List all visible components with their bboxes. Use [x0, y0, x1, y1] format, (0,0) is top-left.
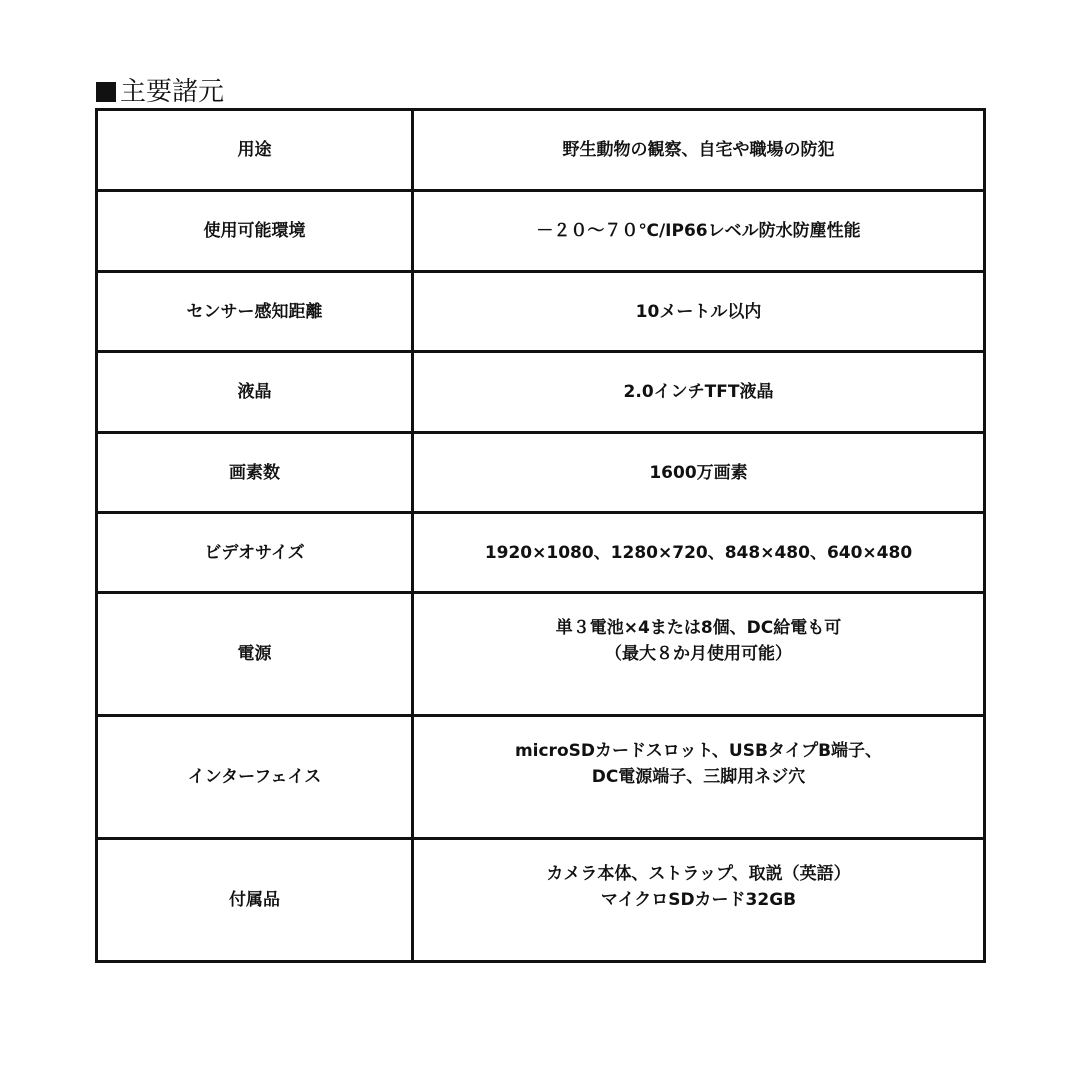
- table-row: [97, 839, 985, 962]
- spec-value-line: 野生動物の観察、自宅や職場の防犯: [562, 140, 835, 160]
- spec-label: センサー感知距離: [97, 272, 413, 352]
- table-row: [97, 433, 985, 513]
- spec-value: [413, 513, 985, 593]
- section-heading: [96, 76, 224, 108]
- spec-value: [413, 191, 985, 272]
- spec-value: [413, 110, 985, 191]
- spec-label: 電源: [97, 593, 413, 716]
- spec-value-line: カメラ本体、ストラップ、取説（英語）: [546, 864, 851, 884]
- spec-value-line: 2.0インチTFT液晶: [623, 382, 774, 402]
- spec-value: [413, 433, 985, 513]
- spec-value: [413, 272, 985, 352]
- spec-label: 液晶: [97, 352, 413, 433]
- spec-value: [413, 839, 985, 962]
- table-row: [97, 513, 985, 593]
- spec-value-line: 10メートル以内: [635, 301, 762, 322]
- spec-value: [413, 352, 985, 433]
- section-title: 主要諸元: [120, 77, 225, 107]
- spec-value-line: DC電源端子、三脚用ネジ穴: [591, 767, 806, 787]
- spec-label: インターフェイス: [97, 716, 413, 839]
- spec-value-line: 1920×1080、1280×720、848×480、640×480: [484, 542, 913, 563]
- spec-label: 使用可能環境: [97, 191, 413, 272]
- spec-value-line: 1600万画素: [649, 462, 748, 483]
- table-row: [97, 272, 985, 352]
- spacer: [414, 790, 983, 816]
- spacer: [414, 913, 983, 939]
- spec-value-line: microSDカードスロット、USBタイプB端子、: [514, 741, 883, 761]
- spec-table: [95, 108, 986, 963]
- square-bullet-icon: [96, 82, 116, 102]
- spec-label: 付属品: [97, 839, 413, 962]
- spec-value-line: 単３電池×4または8個、DC給電も可: [555, 618, 842, 638]
- spec-value: [413, 716, 985, 839]
- spec-label: 画素数: [97, 433, 413, 513]
- spec-value-line: （最大８か月使用可能）: [605, 644, 792, 664]
- table-row: [97, 716, 985, 839]
- table-row: [97, 191, 985, 272]
- spec-label: ビデオサイズ: [97, 513, 413, 593]
- spec-value-line: マイクロSDカード32GB: [600, 890, 797, 910]
- table-row: [97, 110, 985, 191]
- spec-label: 用途: [97, 110, 413, 191]
- spacer: [414, 667, 983, 693]
- spec-value-line: －２０～７０℃/IP66レベル防水防塵性能: [536, 221, 861, 241]
- table-row: [97, 352, 985, 433]
- table-row: [97, 593, 985, 716]
- spec-value: [413, 593, 985, 716]
